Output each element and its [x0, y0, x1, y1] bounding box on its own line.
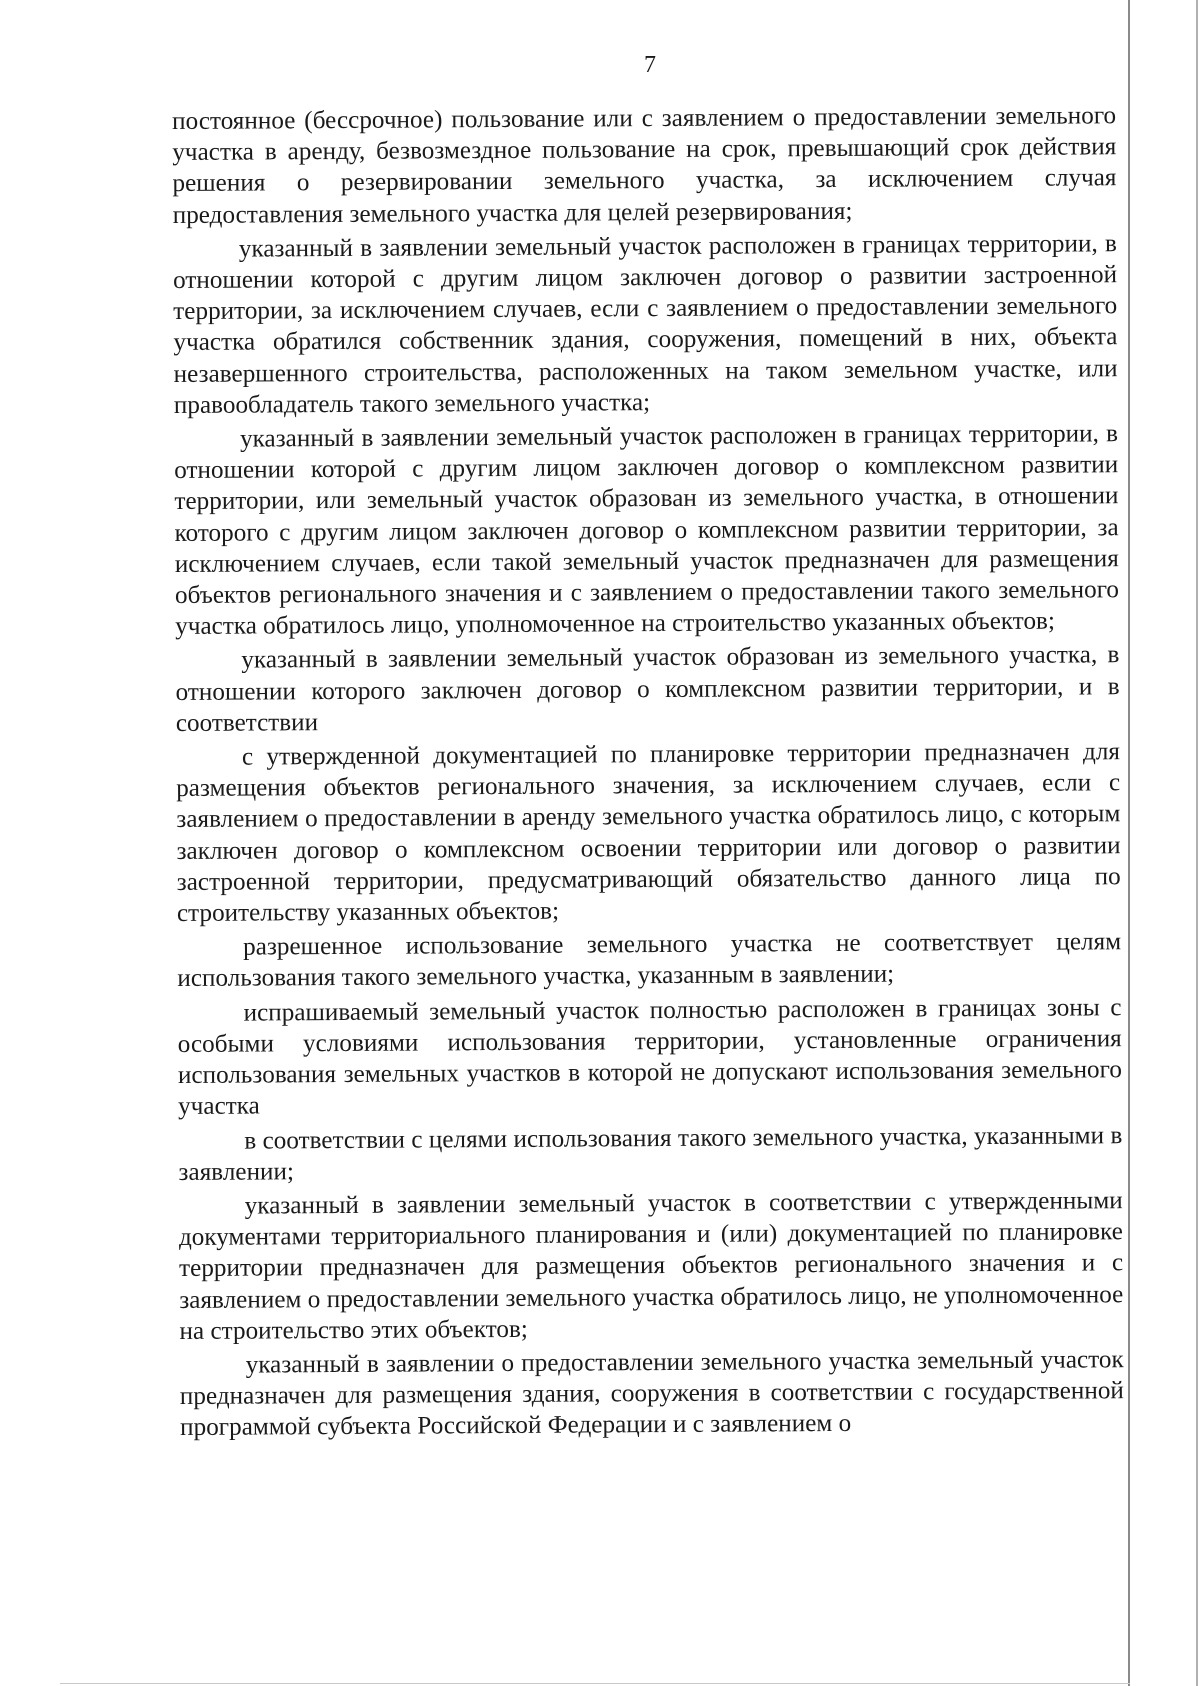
- paragraph-5: с утвержденной документацией по планировке территории предназначен для размещения объектов регионального значения, за исключением случаев, если с заявлением о предоставлении в аренду земельного участка обратилось лицо, с которым заключен договор о комплексном освоении территории или договор о развитии застроенной территории, предусматривающий обязательство данного лица по строительству указанных объектов;: [176, 738, 1121, 928]
- scan-right-border: [1128, 0, 1130, 1686]
- document-body: [172, 100, 1124, 1446]
- scan-bottom-border: [60, 1683, 1130, 1684]
- paragraph-10: указанный в заявлении о предоставлении земельного участка земельный участок предназначен для размещения здания, сооружения в соответствии с государственной программой субъекта Российской Федерации и с заявлением о: [179, 1346, 1124, 1442]
- paragraph-7: испрашиваемый земельный участок полностью расположен в границах зоны с особыми условиями использования территории, установленные ограничения использования земельных участков в которой не допускают использования земельного участка: [177, 993, 1122, 1121]
- page-number: 7: [644, 52, 656, 78]
- scan-right-outer-border: [1196, 0, 1198, 1686]
- paragraph-8: в соответствии с целями использования такого земельного участка, указанными в заявлении;: [178, 1121, 1123, 1186]
- paragraph-1: постоянное (бессрочное) пользование или с заявлением о предоставлении земельного участка в аренду, безвозмездное пользование на срок, превышающий срок действия решения о резервировании земельного участка, за исключением случая предоставления земельного участка для целей резервирования;: [172, 102, 1117, 229]
- paragraph-4: указанный в заявлении земельный участок образован из земельного участка, в отношении которого заключен договор о комплексном развитии территории, и в соответствии: [175, 641, 1120, 737]
- paragraph-9: указанный в заявлении земельный участок в соответствии с утвержденными документами территориального планирования и (или) документацией по планировке территории предназначен для размещения объектов регионального значения и с заявлением о предоставлении земельного участка обратилось лицо, не уполномоченное на строительство этих объектов;: [178, 1187, 1124, 1345]
- paragraph-3: указанный в заявлении земельный участок расположен в границах территории, в отношении которой с другим лицом заключен договор о комплексном развитии территории, или земельный участок образован из земельного участка, в отношении которого с другим лицом заключен договор о комплексном развитии территории, за исключением случаев, если такой земельный участок предназначен для размещения объектов регионального значения и с заявлением о предоставлении такого земельного участка обратилось лицо, уполномоченное на строительство указанных объектов;: [174, 420, 1120, 641]
- paragraph-6: разрешенное использование земельного участка не соответствует целям использования такого земельного участка, указанным в заявлении;: [177, 928, 1122, 993]
- paragraph-2: указанный в заявлении земельный участок расположен в границах территории, в отношении которой с другим лицом заключен договор о развитии застроенной территории, за исключением случаев, если с заявлением о предоставлении земельного участка обратился собственник здания, сооружения, помещений в них, объекта незавершенного строительства, расположенных на таком земельном участке, или правообладатель такого земельного участка;: [172, 230, 1118, 419]
